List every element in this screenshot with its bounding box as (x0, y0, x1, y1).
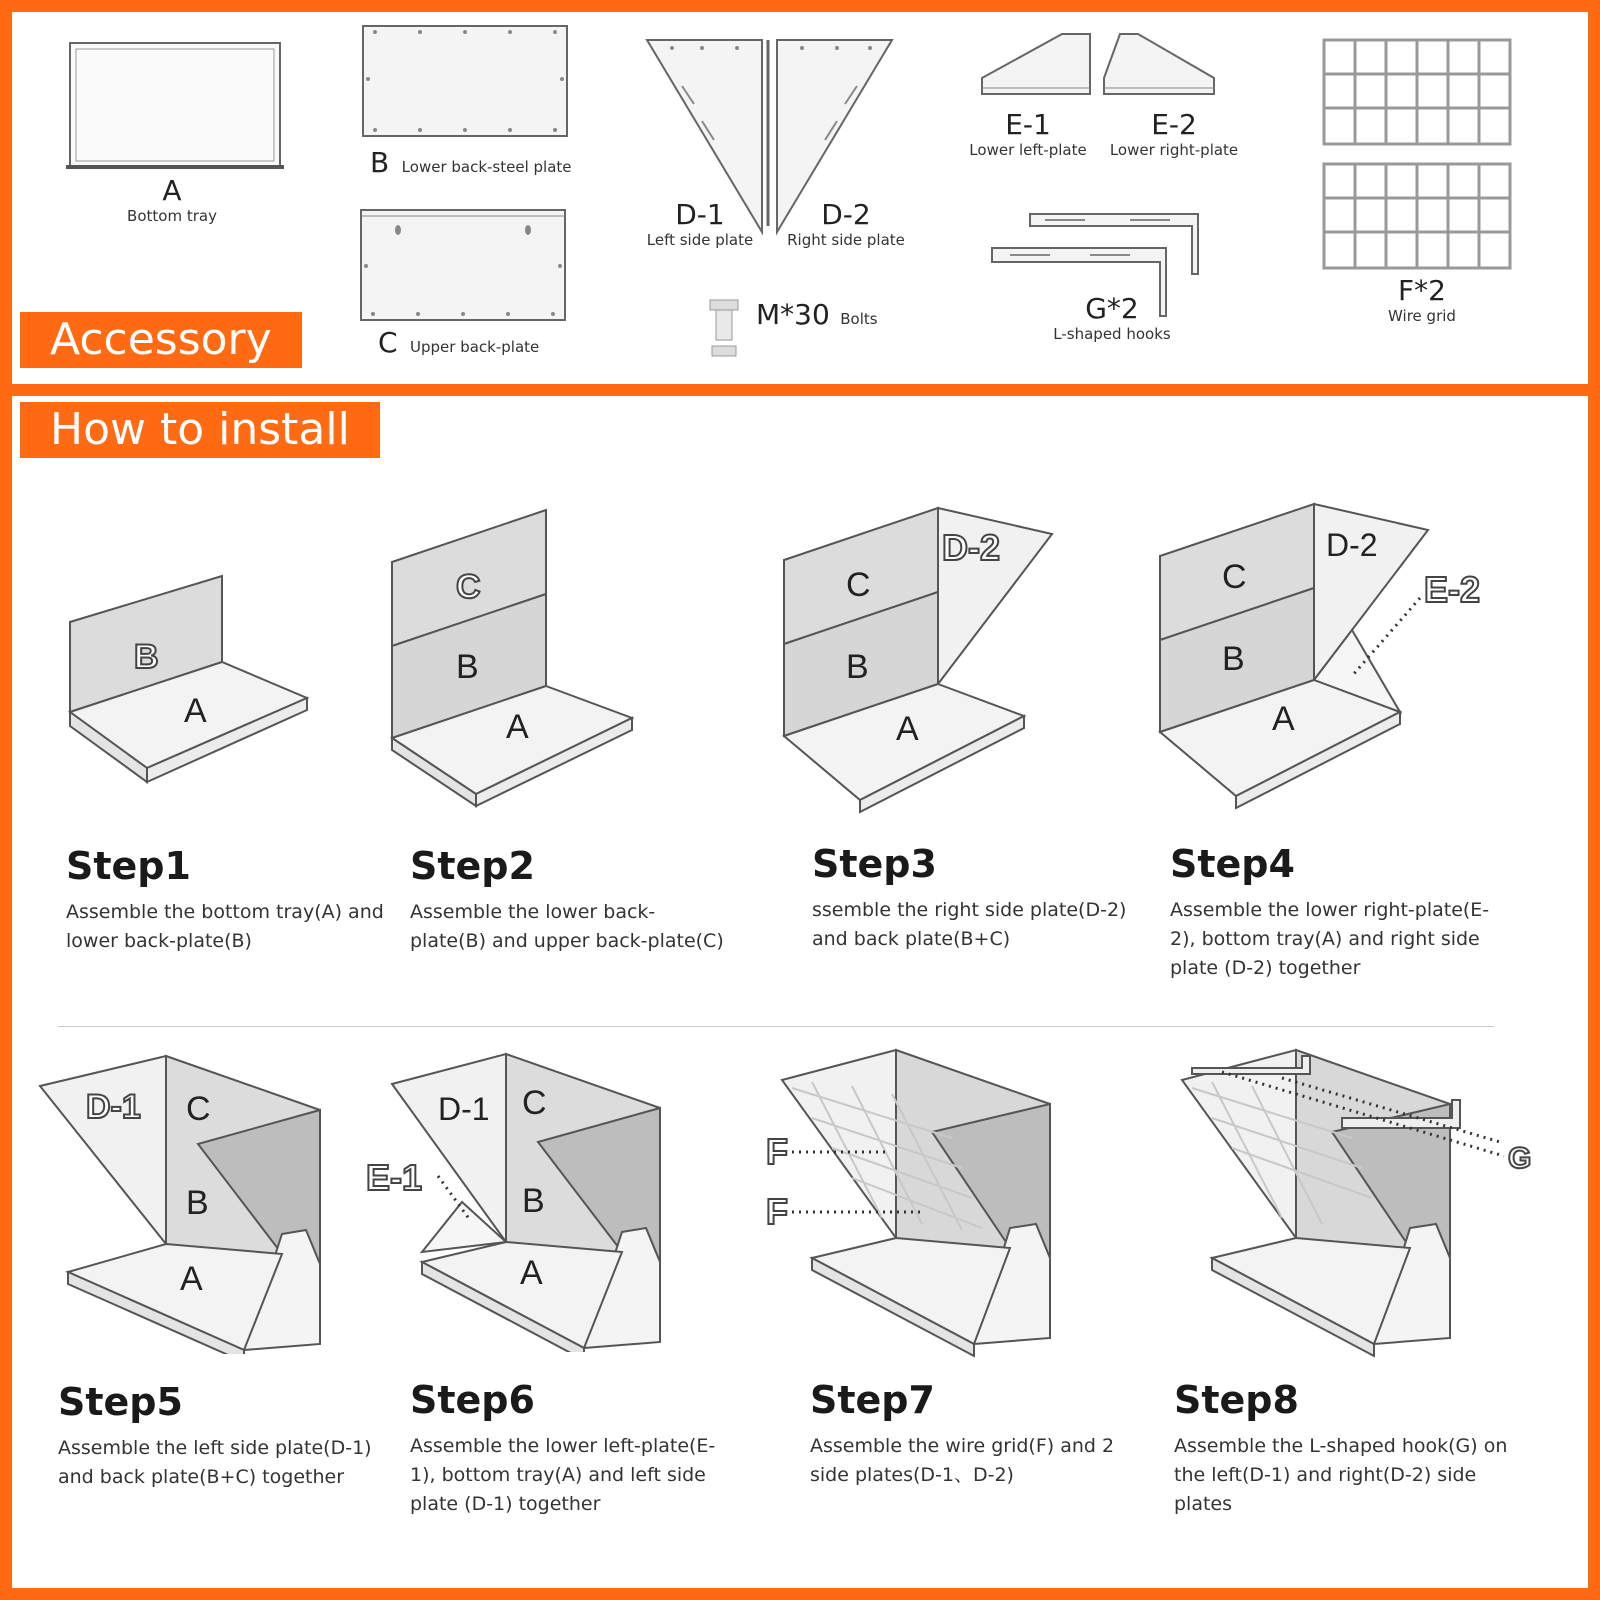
svg-text:B: B (134, 638, 159, 676)
svg-text:C: C (456, 568, 481, 606)
step2 (410, 844, 730, 956)
install-panel (12, 396, 1588, 1588)
step8-diagram (1152, 1048, 1552, 1358)
bolt-icon (706, 298, 742, 362)
accessory-heading: Accessory (20, 312, 302, 368)
svg-text:A: A (184, 692, 207, 730)
step6-desc: Assemble the lower left-plate(E-1), bottom tray(A) and left side plate (D-1) together (410, 1435, 716, 1515)
step3-title: Step3 (812, 842, 937, 886)
step4-title: Step4 (1170, 842, 1295, 886)
step3 (812, 842, 1132, 954)
part-d2-label: D-2 Right side plate (787, 198, 905, 249)
lower-back-plate-drawing (360, 24, 570, 140)
svg-text:C: C (186, 1090, 211, 1128)
step4-desc: Assemble the lower right-plate(E-2), bottom tray(A) and right side plate (D-2) together (1170, 899, 1490, 979)
svg-text:B: B (846, 648, 869, 686)
bottom-tray-drawing (62, 37, 292, 177)
svg-text:F: F (766, 1191, 788, 1232)
accessory-panel (12, 12, 1588, 384)
step2-title: Step2 (410, 844, 535, 888)
upper-back-plate-drawing (358, 208, 568, 324)
part-bolts-label: M*30 Bolts (756, 298, 878, 331)
part-f-label: F*2 Wire grid (1388, 274, 1456, 325)
svg-text:C: C (846, 566, 871, 604)
svg-text:B: B (186, 1184, 209, 1222)
step3-diagram (776, 504, 1066, 814)
lower-plates-drawing (980, 30, 1225, 100)
step4 (1170, 842, 1490, 983)
svg-text:D-2: D-2 (942, 527, 1001, 568)
part-g-label: G*2 L-shaped hooks (1053, 292, 1171, 343)
svg-text:C: C (522, 1084, 547, 1122)
svg-text:A: A (520, 1254, 543, 1292)
part-a-label: A Bottom tray (127, 174, 217, 225)
svg-text:B: B (522, 1182, 545, 1220)
part-d1-label: D-1 Left side plate (646, 198, 754, 249)
svg-text:E-2: E-2 (1424, 569, 1481, 610)
step2-desc: Assemble the lower back-plate(B) and upper back-plate(C) (410, 901, 724, 952)
step5-diagram (36, 1054, 336, 1354)
step4-diagram (1152, 500, 1542, 810)
part-e1-label: E-1 Lower left-plate (969, 108, 1087, 159)
wire-grid-drawing (1320, 38, 1520, 270)
part-e2-label: E-2 Lower right-plate (1109, 108, 1239, 159)
svg-text:D-1: D-1 (438, 1091, 490, 1127)
step7-desc: Assemble the wire grid(F) and 2 side plates(D-1、D-2) (810, 1435, 1115, 1486)
svg-text:B: B (1222, 640, 1245, 678)
step5-title: Step5 (58, 1380, 183, 1424)
svg-text:A: A (506, 708, 529, 746)
svg-text:A: A (896, 710, 919, 748)
step8 (1174, 1378, 1534, 1519)
step1-desc: Assemble the bottom tray(A) and lower back-plate(B) (66, 901, 384, 952)
step6-diagram (362, 1052, 672, 1352)
step1-title: Step1 (66, 844, 191, 888)
svg-text:B: B (456, 648, 479, 686)
part-b-label: B Lower back-steel plate (370, 146, 572, 179)
svg-text:G: G (1508, 1142, 1532, 1175)
step8-desc: Assemble the L-shaped hook(G) on the left(D-1) and right(D-2) side plates (1174, 1435, 1508, 1515)
step5-desc: Assemble the left side plate(D-1) and back plate(B+C) together (58, 1437, 372, 1488)
step1-diagram (62, 572, 332, 792)
step2-diagram (384, 506, 654, 816)
step5 (58, 1380, 378, 1492)
step6 (410, 1378, 730, 1519)
svg-text:D-1: D-1 (86, 1088, 141, 1126)
step7 (810, 1378, 1130, 1490)
step7-diagram (752, 1048, 1062, 1358)
svg-text:E-1: E-1 (366, 1157, 423, 1198)
part-c-label: C Upper back-plate (378, 326, 540, 359)
svg-text:C: C (1222, 558, 1247, 596)
svg-text:D-2: D-2 (1326, 527, 1378, 563)
svg-text:A: A (180, 1260, 203, 1298)
step3-desc: ssemble the right side plate(D-2) and back plate(B+C) (812, 899, 1127, 950)
step7-title: Step7 (810, 1378, 935, 1422)
install-heading: How to install (20, 402, 380, 458)
svg-text:F: F (766, 1131, 788, 1172)
svg-text:A: A (1272, 700, 1295, 738)
step1 (66, 844, 386, 956)
row-divider (58, 1026, 1494, 1027)
step6-title: Step6 (410, 1378, 535, 1422)
step8-title: Step8 (1174, 1378, 1299, 1422)
